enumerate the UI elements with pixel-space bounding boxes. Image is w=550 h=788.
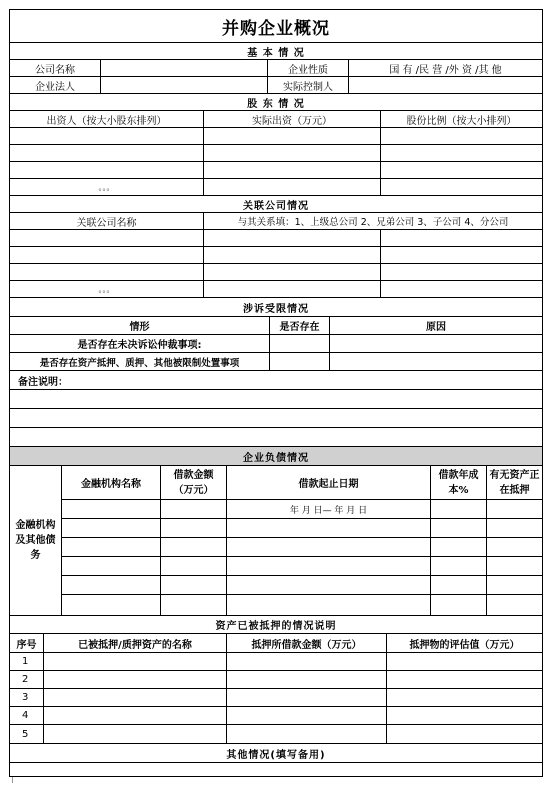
pledged-asset-cell[interactable] [44,671,227,688]
pledged-loan-cell[interactable] [227,725,387,743]
debt-amount-cell[interactable] [161,519,227,537]
litigation-row-pending [10,335,542,353]
related-relation-cell[interactable] [204,230,381,246]
debt-section-title: 企业负债情况 [243,452,309,464]
debt-date-cell[interactable] [227,557,431,575]
pledged-valuation-cell[interactable] [387,725,542,743]
debt-collateral-cell[interactable] [487,576,542,594]
shareholder-row [10,128,542,145]
related-extra-cell[interactable] [381,230,542,246]
debt-col-amount: 借款金额（万元） [161,466,227,499]
debt-row [62,557,542,576]
related-relation-cell[interactable] [204,264,381,280]
shareholder-row [10,162,542,179]
company-nature-options[interactable]: 国 有 /民 营 /外 资 /其 他 [389,64,502,76]
related-name-cell[interactable] [10,264,204,280]
litigation-note-row [10,371,542,390]
related-ellipsis: 。。。 [10,281,204,297]
debt-cost-cell[interactable] [431,500,487,518]
related-row [10,281,542,298]
related-relation-cell[interactable] [204,247,381,263]
pledged-row-no: 3 [10,689,44,706]
pledged-section-title: 资产已被抵押的情况说明 [215,621,337,632]
debt-institution-cell[interactable] [62,576,161,594]
debt-cost-cell[interactable] [431,595,487,616]
shareholder-capital-cell[interactable] [204,145,381,161]
pledged-col-asset: 已被抵押/质押资产的名称 [44,634,227,652]
debt-date-template[interactable]: 年 月 日— 年 月 日 [227,500,431,518]
debt-collateral-cell[interactable] [487,538,542,556]
debt-col-cost: 借款年成本% [431,466,487,499]
debt-collateral-cell[interactable] [487,557,542,575]
note-blank-row[interactable] [10,409,542,428]
debt-header-row [62,466,542,500]
debt-amount-cell[interactable] [161,500,227,518]
debt-collateral-cell[interactable] [487,519,542,537]
debt-amount-cell[interactable] [161,557,227,575]
pledged-valuation-cell[interactable] [387,707,542,724]
litigation-section-title: 涉诉受限情况 [243,303,309,315]
debt-row [62,595,542,616]
shareholder-col-ratio: 股份比例（按大小排列） [406,115,517,127]
basic-section-header [10,43,542,60]
litigation-note-label: 备注说明： [18,376,68,388]
pledged-row-no: 1 [10,653,44,670]
pledged-loan-cell[interactable] [227,689,387,706]
shareholder-row [10,179,542,196]
pledged-row [10,707,542,725]
related-col-name: 关联公司名称 [10,213,204,229]
shareholder-capital-cell[interactable] [204,128,381,144]
pledged-header-row [10,634,542,653]
debt-date-cell[interactable] [227,519,431,537]
page-corner-mark [12,777,13,783]
pledged-col-valuation: 抵押物的评估值（万元） [409,639,520,651]
pledged-asset-cell[interactable] [44,653,227,670]
basic-row-company [10,60,542,77]
pledged-asset-cell[interactable] [44,725,227,743]
litigation-pledge-reason[interactable] [330,353,542,370]
pledged-row-no: 5 [10,725,44,743]
pledged-asset-cell[interactable] [44,689,227,706]
other-section-header [10,744,542,763]
debt-collateral-cell[interactable] [487,500,542,518]
shareholder-capital-cell[interactable] [204,179,381,195]
shareholder-col-investor: 出资人（按大小股东排列） [10,111,204,127]
related-section-title: 关联公司情况 [243,200,309,212]
shareholder-row [10,145,542,162]
pledged-col-no: 序号 [10,634,44,652]
related-row [10,264,542,281]
shareholder-investor-cell[interactable] [10,145,204,161]
pledged-loan-cell[interactable] [227,653,387,670]
related-extra-cell[interactable] [381,264,542,280]
related-section-header [10,196,542,213]
note-blank-row[interactable] [10,428,542,447]
litigation-item-pledge: 是否存在资产抵押、质押、其他被限制处置事项 [10,353,270,370]
related-row [10,230,542,247]
debt-row [62,538,542,557]
debt-amount-cell[interactable] [161,595,227,616]
litigation-item-pending: 是否存在未决诉讼仲裁事项: [10,335,270,352]
debt-row [62,576,542,595]
pledged-valuation-cell[interactable] [387,653,542,670]
related-extra-cell[interactable] [381,247,542,263]
shareholder-investor-cell[interactable] [10,162,204,178]
shareholder-investor-cell[interactable] [10,128,204,144]
related-col-relation: 与其关系填：1、上级总公司 2、兄弟公司 3、子公司 4、分公司 [237,217,509,228]
related-extra-cell[interactable] [381,281,542,297]
pledged-row-no: 4 [10,707,44,724]
litigation-section-header [10,298,542,317]
litigation-header-row [10,317,542,335]
debt-amount-cell[interactable] [161,538,227,556]
form-title-row [10,10,542,43]
shareholder-ratio-cell[interactable] [381,128,542,144]
debt-cost-cell[interactable] [431,538,487,556]
actual-controller-field[interactable] [349,77,542,93]
pledged-row [10,689,542,707]
debt-side-label: 金融机构及其他债务 [10,466,62,615]
debt-section-header [10,447,542,466]
note-blank-row[interactable] [10,390,542,409]
pledged-col-loan: 抵押所借款金额（万元） [227,634,387,652]
debt-collateral-cell[interactable] [487,595,542,616]
pledged-row [10,653,542,671]
related-header-row [10,213,542,230]
debt-col-institution: 金融机构名称 [62,466,161,499]
related-name-cell[interactable] [10,247,204,263]
pledged-valuation-cell[interactable] [387,689,542,706]
pledged-row-no: 2 [10,671,44,688]
pledged-loan-cell[interactable] [227,671,387,688]
debt-row [62,500,542,519]
debt-col-period: 借款起止日期 [227,466,431,499]
debt-block [10,466,542,616]
other-section-title: 其他情况(填写备用) [226,749,326,761]
litigation-pending-reason[interactable] [330,335,542,352]
debt-table [62,466,542,615]
actual-controller-label: 实际控制人 [268,77,349,93]
company-name-label: 公司名称 [10,60,101,76]
shareholder-ratio-cell[interactable] [381,179,542,195]
shareholder-capital-cell[interactable] [204,162,381,178]
pledged-row [10,671,542,689]
shareholder-ratio-cell[interactable] [381,145,542,161]
pledged-valuation-cell[interactable] [387,671,542,688]
related-row [10,247,542,264]
litigation-col-situation: 情形 [10,317,270,334]
debt-institution-cell[interactable] [62,519,161,537]
pledged-loan-cell[interactable] [227,707,387,724]
basic-section-title: 基 本 情 况 [247,47,305,59]
shareholders-section-title: 股 东 情 况 [247,98,305,110]
company-name-field[interactable] [101,60,268,76]
litigation-row-pledge [10,353,542,371]
litigation-col-exists: 是否存在 [270,317,330,334]
shareholder-ellipsis: 。。。 [10,179,204,195]
enterprise-overview-form [9,9,543,777]
pledged-row [10,725,542,744]
form-title: 并购企业概况 [222,18,330,39]
debt-institution-cell[interactable] [62,500,161,518]
pledged-asset-cell[interactable] [44,707,227,724]
related-name-cell[interactable] [10,230,204,246]
shareholder-ratio-cell[interactable] [381,162,542,178]
litigation-pending-exists[interactable] [270,335,330,352]
debt-row [62,519,542,538]
legal-rep-field[interactable] [101,77,268,93]
debt-institution-cell[interactable] [62,595,161,616]
litigation-pledge-exists[interactable] [270,353,330,370]
legal-rep-label: 企业法人 [10,77,101,93]
debt-cost-cell[interactable] [431,576,487,594]
other-blank-area[interactable] [10,763,542,777]
litigation-col-reason: 原因 [426,322,446,333]
pledged-section-header [10,616,542,634]
debt-cost-cell[interactable] [431,519,487,537]
debt-date-cell[interactable] [227,595,431,616]
debt-date-cell[interactable] [227,576,431,594]
shareholder-col-capital: 实际出资（万元） [204,111,381,127]
debt-institution-cell[interactable] [62,538,161,556]
debt-col-collateral: 有无资产正在抵押 [489,469,540,496]
debt-amount-cell[interactable] [161,576,227,594]
debt-cost-cell[interactable] [431,557,487,575]
debt-institution-cell[interactable] [62,557,161,575]
shareholders-section-header [10,94,542,111]
company-nature-label: 企业性质 [268,60,349,76]
shareholders-header-row [10,111,542,128]
related-relation-cell[interactable] [204,281,381,297]
basic-row-legal [10,77,542,94]
debt-date-cell[interactable] [227,538,431,556]
